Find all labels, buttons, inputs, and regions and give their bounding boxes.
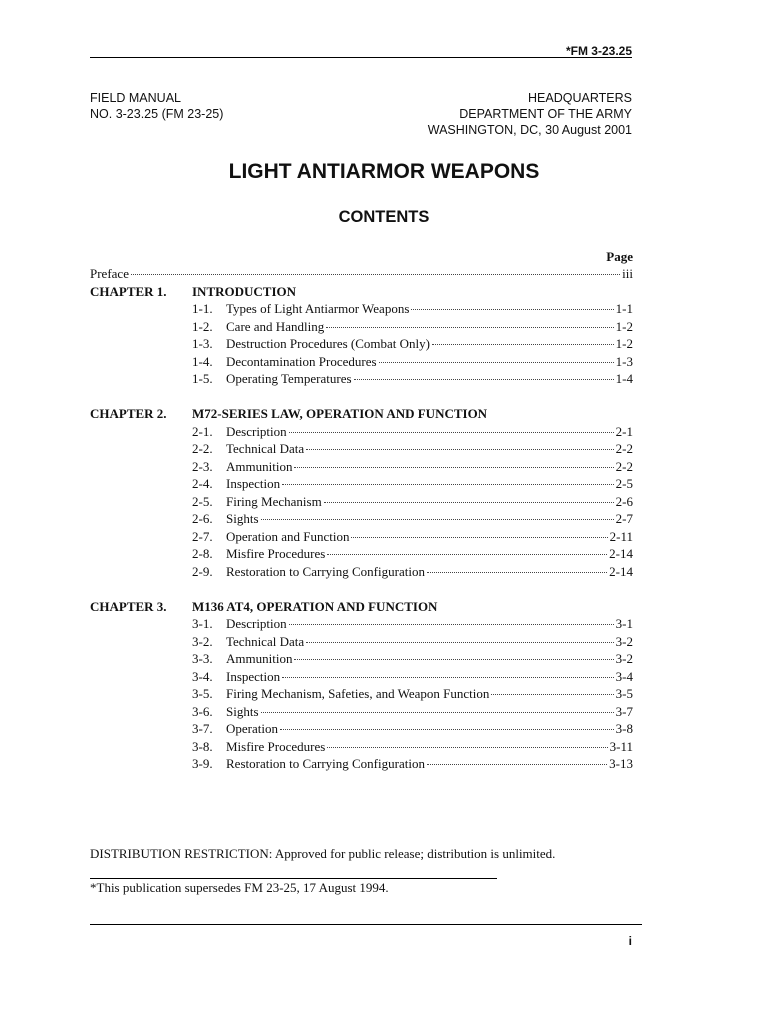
entry-title: Misfire Procedures	[226, 738, 326, 754]
entry-page: 1-3	[615, 353, 633, 369]
chapter-gap	[90, 580, 633, 598]
chapter-heading	[90, 598, 633, 616]
chapter-label: CHAPTER 3.	[90, 598, 167, 614]
footnote-rule	[90, 878, 497, 879]
dot-leader	[411, 309, 613, 310]
entry-title: Technical Data	[226, 441, 305, 456]
document-title: LIGHT ANTIARMOR WEAPONS	[228, 160, 540, 183]
toc-entry	[90, 650, 633, 668]
toc-entry	[90, 318, 633, 336]
chapter-heading	[90, 405, 633, 423]
toc-entry	[90, 353, 633, 371]
dot-leader	[280, 729, 614, 730]
entry-page: 2-5	[615, 476, 633, 491]
entry-number: 2-5.	[192, 493, 213, 509]
header-left	[90, 90, 223, 122]
entry-title: Inspection	[226, 668, 281, 684]
toc-entry	[90, 423, 633, 441]
entry-page: 3-4	[615, 668, 633, 684]
toc-entry	[90, 545, 633, 563]
chapter-title: INTRODUCTION	[192, 283, 297, 299]
entry-title: Inspection	[226, 476, 281, 491]
dot-leader	[432, 344, 614, 345]
entry-title: Types of Light Antiarmor Weapons	[226, 301, 410, 316]
entry-number: 3-1.	[192, 616, 213, 631]
dot-leader	[379, 362, 614, 363]
entry-page: 2-14	[609, 546, 633, 561]
entry-page: 3-1	[615, 616, 633, 631]
toc-entry	[90, 528, 633, 546]
entry-title: Technical Data	[226, 633, 305, 649]
entry-title: Care and Handling	[226, 318, 325, 334]
entry-page: 3-8	[615, 721, 633, 736]
entry-number: 3-3.	[192, 651, 213, 666]
entry-page: 2-1	[615, 423, 633, 439]
entry-number: 1-2.	[192, 318, 213, 334]
entry-number: 2-4.	[192, 476, 213, 491]
entry-title: Destruction Procedures (Combat Only)	[226, 336, 430, 351]
entry-number: 2-1.	[192, 423, 213, 439]
department-label: DEPARTMENT OF THE ARMY	[459, 107, 632, 121]
page-column-label: Page	[606, 249, 633, 264]
dot-leader	[427, 764, 607, 765]
entry-title: Restoration to Carrying Configuration	[226, 756, 425, 771]
entry-title: Operation and Function	[226, 528, 350, 544]
dot-leader	[294, 659, 613, 660]
distribution-restriction: DISTRIBUTION RESTRICTION: Approved for public release; distribution is unlimited.	[90, 846, 556, 861]
entry-number: 1-5.	[192, 371, 213, 386]
entry-number: 1-4.	[192, 353, 213, 369]
dot-leader	[289, 432, 614, 433]
entry-page: 1-4	[615, 371, 633, 386]
header-right	[428, 90, 632, 138]
footer-rule	[90, 924, 642, 925]
entry-number: 2-2.	[192, 441, 213, 456]
dot-leader	[282, 677, 614, 678]
entry-title: Ammunition	[226, 651, 293, 666]
dot-leader	[131, 274, 620, 275]
entry-number: 2-7.	[192, 528, 213, 544]
entry-page: 3-2	[615, 651, 633, 666]
entry-number: 3-9.	[192, 756, 213, 771]
entry-page: 3-11	[609, 738, 633, 754]
toc-entry	[90, 685, 633, 703]
dot-leader	[289, 624, 614, 625]
chapter-label: CHAPTER 1.	[90, 283, 167, 299]
dot-leader	[282, 484, 614, 485]
table-of-contents	[90, 265, 633, 773]
entry-page: 2-2	[615, 441, 633, 456]
headquarters-label: HEADQUARTERS	[528, 91, 632, 105]
entry-number: 3-2.	[192, 633, 213, 649]
toc-entry	[90, 475, 633, 493]
contents-heading: CONTENTS	[338, 208, 430, 226]
entry-page: 1-2	[615, 318, 633, 334]
entry-page: 3-13	[609, 756, 633, 771]
entry-page: 3-5	[615, 686, 633, 701]
document-number-underline	[524, 57, 632, 58]
preface-label: Preface	[90, 266, 129, 281]
toc-entry	[90, 493, 633, 511]
field-manual-label: FIELD MANUAL	[90, 91, 181, 105]
location-date: WASHINGTON, DC, 30 August 2001	[427, 123, 632, 137]
dot-leader	[326, 327, 613, 328]
dot-leader	[261, 712, 614, 713]
page-number: i	[628, 934, 632, 948]
entry-title: Sights	[226, 511, 259, 526]
dot-leader	[294, 467, 613, 468]
dot-leader	[327, 747, 607, 748]
chapter-gap	[90, 388, 633, 406]
entry-title: Misfire Procedures	[226, 546, 326, 561]
entry-number: 3-5.	[192, 686, 213, 701]
dot-leader	[306, 642, 614, 643]
toc-entry	[90, 738, 633, 756]
toc-entry	[90, 615, 633, 633]
manual-number: NO. 3-23.25 (FM 23-25)	[90, 107, 224, 121]
toc-row-preface	[90, 265, 633, 283]
entry-title: Description	[226, 616, 287, 631]
entry-number: 3-6.	[192, 703, 213, 719]
chapter-label: CHAPTER 2.	[90, 406, 167, 421]
entry-title: Decontamination Procedures	[226, 353, 377, 369]
dot-leader	[306, 449, 614, 450]
dot-leader	[427, 572, 607, 573]
entry-page: 2-14	[609, 563, 633, 579]
toc-entry	[90, 458, 633, 476]
entry-page: 3-2	[615, 633, 633, 649]
toc-entry	[90, 440, 633, 458]
toc-entry	[90, 300, 633, 318]
entry-page: 1-1	[615, 301, 633, 316]
supersedes-footnote: *This publication supersedes FM 23-25, 17 August 1994.	[90, 880, 389, 895]
toc-entry	[90, 510, 633, 528]
entry-title: Sights	[226, 703, 259, 719]
toc-entry	[90, 370, 633, 388]
chapter-title: M72-SERIES LAW, OPERATION AND FUNCTION	[192, 406, 488, 421]
header-rule	[90, 57, 524, 58]
entry-number: 1-3.	[192, 336, 213, 351]
toc-entry	[90, 335, 633, 353]
entry-title: Operation	[226, 721, 278, 736]
entry-number: 3-4.	[192, 668, 213, 684]
entry-page: 2-11	[609, 528, 633, 544]
dot-leader	[491, 694, 613, 695]
entry-page: 1-2	[615, 336, 633, 351]
dot-leader	[261, 519, 614, 520]
chapter-heading	[90, 283, 633, 301]
toc-entry	[90, 755, 633, 773]
entry-number: 2-9.	[192, 563, 213, 579]
entry-number: 1-1.	[192, 301, 213, 316]
toc-entry	[90, 720, 633, 738]
toc-entry	[90, 668, 633, 686]
entry-page: 3-7	[615, 703, 633, 719]
entry-number: 3-7.	[192, 721, 213, 736]
entry-title: Firing Mechanism, Safeties, and Weapon Function	[226, 686, 490, 701]
entry-page: 2-6	[615, 493, 633, 509]
entry-number: 2-6.	[192, 511, 213, 526]
entry-title: Description	[226, 423, 287, 439]
document-number: *FM 3-23.25	[565, 44, 632, 58]
toc-entry	[90, 703, 633, 721]
entry-number: 2-3.	[192, 458, 213, 474]
entry-title: Restoration to Carrying Configuration	[226, 563, 425, 579]
dot-leader	[324, 502, 614, 503]
preface-page: iii	[622, 266, 633, 281]
dot-leader	[354, 379, 614, 380]
dot-leader	[327, 554, 607, 555]
dot-leader	[351, 537, 607, 538]
toc-entry	[90, 633, 633, 651]
entry-page: 2-7	[615, 511, 633, 526]
entry-number: 2-8.	[192, 546, 213, 561]
entry-page: 2-2	[615, 458, 633, 474]
entry-number: 3-8.	[192, 738, 213, 754]
entry-title: Operating Temperatures	[226, 371, 352, 386]
entry-title: Ammunition	[226, 458, 293, 474]
entry-title: Firing Mechanism	[226, 493, 322, 509]
chapter-title: M136 AT4, OPERATION AND FUNCTION	[192, 598, 438, 614]
toc-entry	[90, 563, 633, 581]
